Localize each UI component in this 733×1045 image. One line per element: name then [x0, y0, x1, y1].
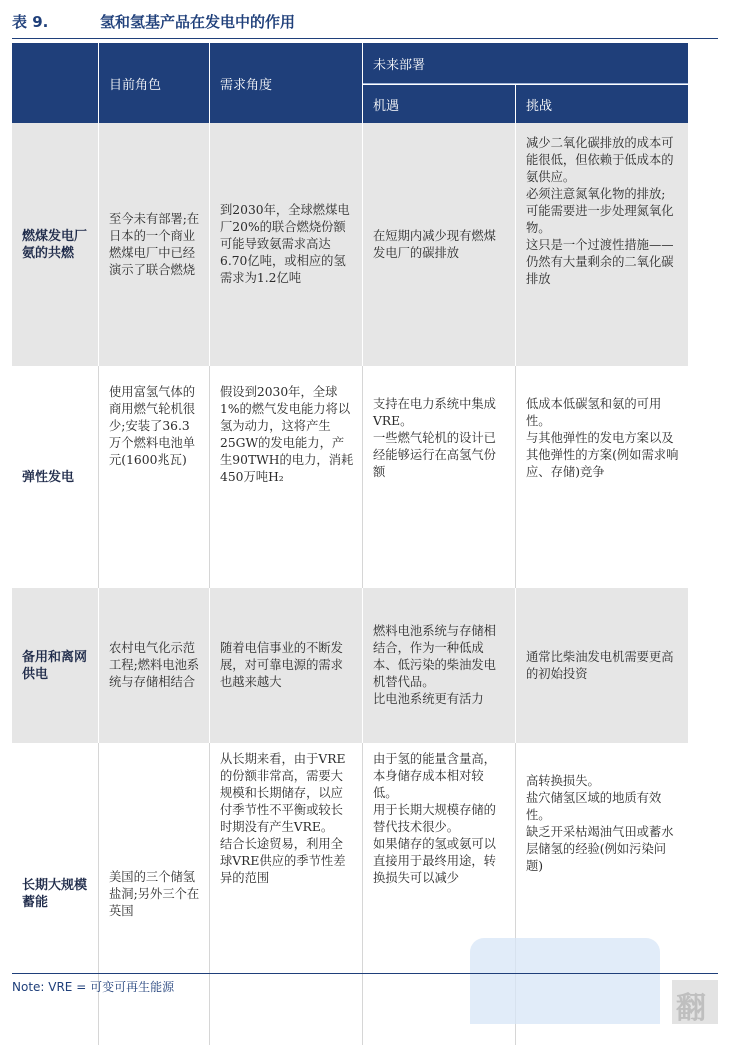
demand-cell: 到2030年，全球燃煤电厂20%的联合燃烧份额可能导致氨需求高达6.70亿吨，或相应的氢需求为1.2亿吨 [210, 123, 363, 366]
cell-line: 缺乏开采枯竭油气田或蓄水层储氢的经验(例如污染问题) [526, 825, 674, 873]
demand-cell [210, 743, 363, 1045]
cell-line: 低成本低碳氢和氨的可用性。 [526, 397, 662, 428]
challenge-cell: 通常比柴油发电机需要更高的初始投资 [516, 588, 688, 743]
footnote: Note: VRE = 可变可再生能源 [12, 980, 175, 994]
current-role-cell: 美国的三个储氢盐洞;另外三个在英国 [99, 743, 210, 1045]
header-future-deployment: 未来部署 [363, 43, 688, 84]
challenge-cell [516, 366, 688, 588]
row-title: 长期大规模蓄能 [12, 743, 99, 1045]
cell-line: 减少二氧化碳排放的成本可能很低，但依赖于低成本的氨供应。 [526, 136, 674, 184]
header-challenge: 挑战 [516, 84, 688, 123]
cell-line: 盐穴储氢区域的地质有效性。 [526, 791, 662, 822]
challenge-cell [516, 123, 688, 366]
cell-line: 由于氢的能量含量高，本身储存成本相对较低。 [373, 752, 496, 800]
hydrogen-power-table [12, 43, 688, 1045]
table-row [12, 588, 688, 743]
cell-line: 高转换损失。 [526, 774, 600, 788]
cell-line: 用于长期大规模存储的替代技术很少。 [373, 803, 496, 834]
footer-divider [12, 973, 718, 974]
opportunity-cell: 在短期内减少现有燃煤发电厂的碳排放 [363, 123, 516, 366]
table-number: 表 9. [12, 12, 49, 31]
row-title: 备用和离网供电 [12, 588, 99, 743]
header-demand: 需求角度 [210, 43, 363, 123]
watermark-glyph: 翻 [676, 991, 706, 1026]
cell-line: 必须注意氮氧化物的排放; [526, 187, 666, 201]
cell-line: 如果储存的氢或氨可以直接用于最终用途，转换损失可以减少 [373, 837, 496, 885]
opportunity-cell [363, 588, 516, 743]
cell-line: 结合长途贸易，利用全球VRE供应的季节性差异的范围 [220, 837, 346, 885]
header-current-role: 目前角色 [99, 43, 210, 123]
table-row [12, 123, 688, 366]
header-opportunity: 机遇 [363, 84, 516, 123]
row-title: 弹性发电 [12, 366, 99, 588]
demand-cell: 假设到2030年，全球1%的燃气发电能力将以氢为动力，这将产生25GW的发电能力，产生90TWH的电力，消耗450万吨H₂ [210, 366, 363, 588]
cell-line: 与其他弹性的发电方案以及其他弹性的方案(例如需求响应、存储)竞争 [526, 431, 679, 479]
demand-cell: 随着电信事业的不断发展，对可靠电源的需求也越来越大 [210, 588, 363, 743]
table-title: 氢和氢基产品在发电中的作用 [100, 12, 296, 31]
cell-line: 燃料电池系统与存储相结合，作为一种低成本、低污染的柴油发电机替代品。 [373, 624, 496, 689]
opportunity-cell [363, 366, 516, 588]
cell-line: 从长期来看，由于VRE的份额非常高，需要大规模和长期储存，以应付季节性不平衡或较长时期没有产生VRE。 [220, 752, 346, 834]
table-row [12, 366, 688, 588]
current-role-cell: 农村电气化示范工程;燃料电池系统与存储相结合 [99, 588, 210, 743]
watermark-logo [470, 938, 660, 1024]
header-blank [12, 43, 99, 123]
caption-divider [12, 38, 718, 39]
cell-line: 支持在电力系统中集成VRE。 [373, 397, 496, 428]
cell-line: 比电池系统更有活力 [373, 692, 484, 706]
current-role-cell: 至今未有部署;在日本的一个商业燃煤电厂中已经演示了联合燃烧 [99, 123, 210, 366]
table-caption [12, 8, 718, 34]
current-role-cell: 使用富氢气体的商用燃气轮机很少;安装了36.3万个燃料电池单元(1600兆瓦) [99, 366, 210, 588]
cell-line: 这只是一个过渡性措施——仍然有大量剩余的二氧化碳排放 [526, 238, 674, 286]
cell-line: 一些燃气轮机的设计已经能够运行在高氢气份额 [373, 431, 496, 479]
cell-line: 可能需要进一步处理氮氧化物。 [526, 204, 674, 235]
row-title: 燃煤发电厂氨的共燃 [12, 123, 99, 366]
